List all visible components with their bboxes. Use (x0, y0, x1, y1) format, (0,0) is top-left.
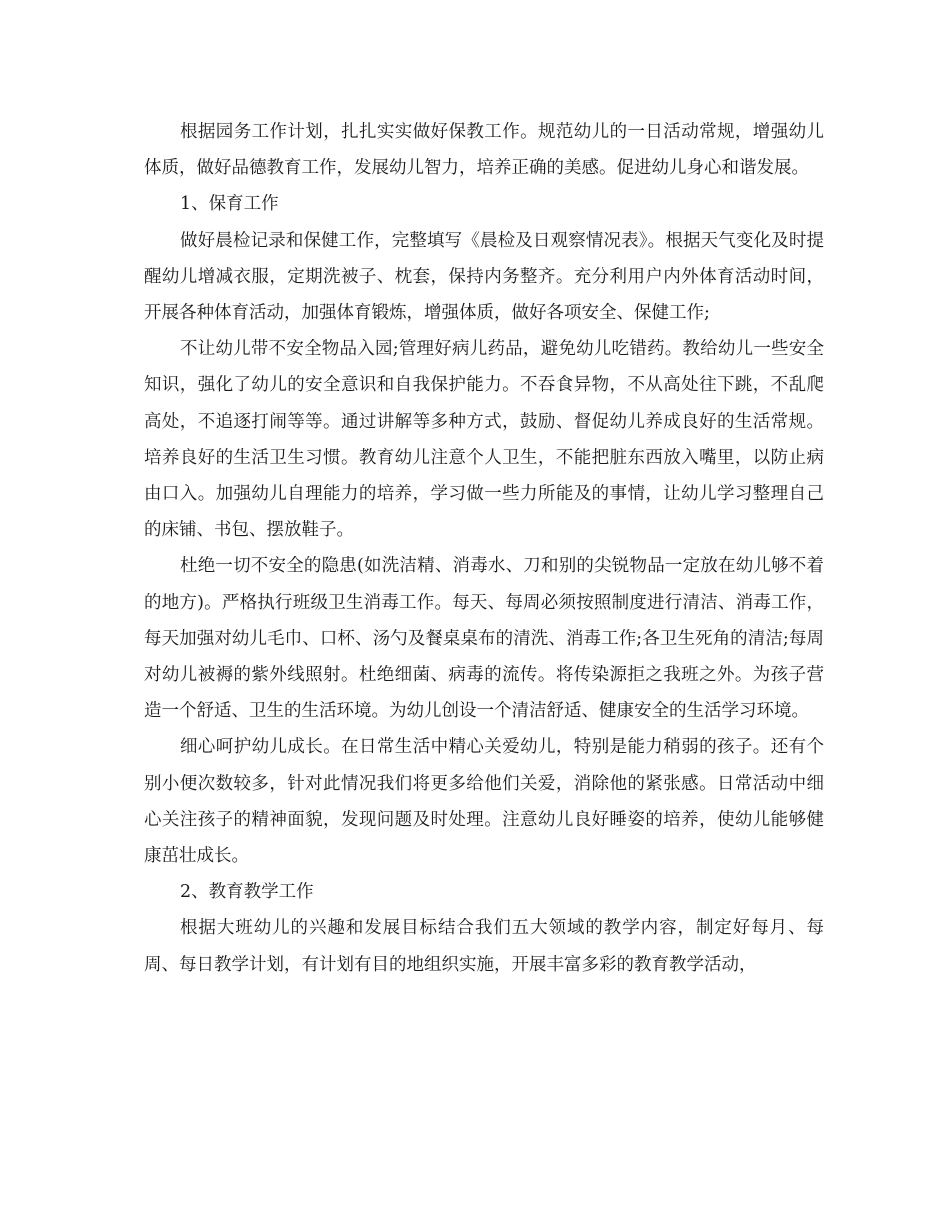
paragraph-teaching-plan: 根据大班幼儿的兴趣和发展目标结合我们五大领域的教学内容，制定好每月、每周、每日教学计划，有计划有目的地组织实施，开展丰富多彩的教育教学活动， (144, 918, 824, 975)
paragraph-care-growth: 细心呵护幼儿成长。在日常生活中精心关爱幼儿，特别是能力稍弱的孩子。还有个别小便次数较多，针对此情况我们将更多给他们关爱，消除他的紧张感。日常活动中细心关注孩子的精神面貌，发现问题及时处理。注意幼儿良好睡姿的培养，使幼儿能够健康茁壮成长。 (144, 737, 824, 867)
paragraph-health-check: 做好晨检记录和保健工作，完整填写《晨检及日观察情况表》。根据天气变化及时提醒幼儿增减衣服，定期洗被子、枕套，保持内务整齐。充分利用户内外体育活动时间，开展各种体育活动，加强体育锻炼，增强体质，做好各项安全、保健工作; (144, 230, 824, 324)
paragraph-safety: 不让幼儿带不安全物品入园;管理好病儿药品，避免幼儿吃错药。教给幼儿一些安全知识，强化了幼儿的安全意识和自我保护能力。不吞食异物，不从高处往下跳，不乱爬高处，不追逐打闹等等。通过讲解等多种方式，鼓励、督促幼儿养成良好的生活常规。培养良好的生活卫生习惯。教育幼儿注意个人卫生，不能把脏东西放入嘴里，以防止病由口入。加强幼儿自理能力的培养，学习做一些力所能及的事情，让幼儿学习整理自己的床铺、书包、摆放鞋子。 (144, 339, 824, 541)
paragraph-intro: 根据园务工作计划，扎扎实实做好保教工作。规范幼儿的一日活动常规，增强幼儿体质，做好品德教育工作，发展幼儿智力，培养正确的美感。促进幼儿身心和谐发展。 (144, 122, 824, 179)
section-heading-teaching: 2、教育教学工作 (180, 882, 314, 903)
paragraph-hygiene: 杜绝一切不安全的隐患(如洗洁精、消毒水、刀和别的尖锐物品一定放在幼儿够不着的地方)。严格执行班级卫生消毒工作。每天、每周必须按照制度进行清洁、消毒工作，每天加强对幼儿毛巾、口杯、汤勺及餐桌桌布的清洗、消毒工作;各卫生死角的清洁;每周对幼儿被褥的紫外线照射。杜绝细菌、病毒的流传。将传染源拒之我班之外。为孩子营造一个舒适、卫生的生活环境。为幼儿创设一个清洁舒适、健康安全的生活学习环境。 (144, 556, 824, 722)
document-body (144, 114, 824, 983)
section-heading-care: 1、保育工作 (180, 194, 279, 215)
